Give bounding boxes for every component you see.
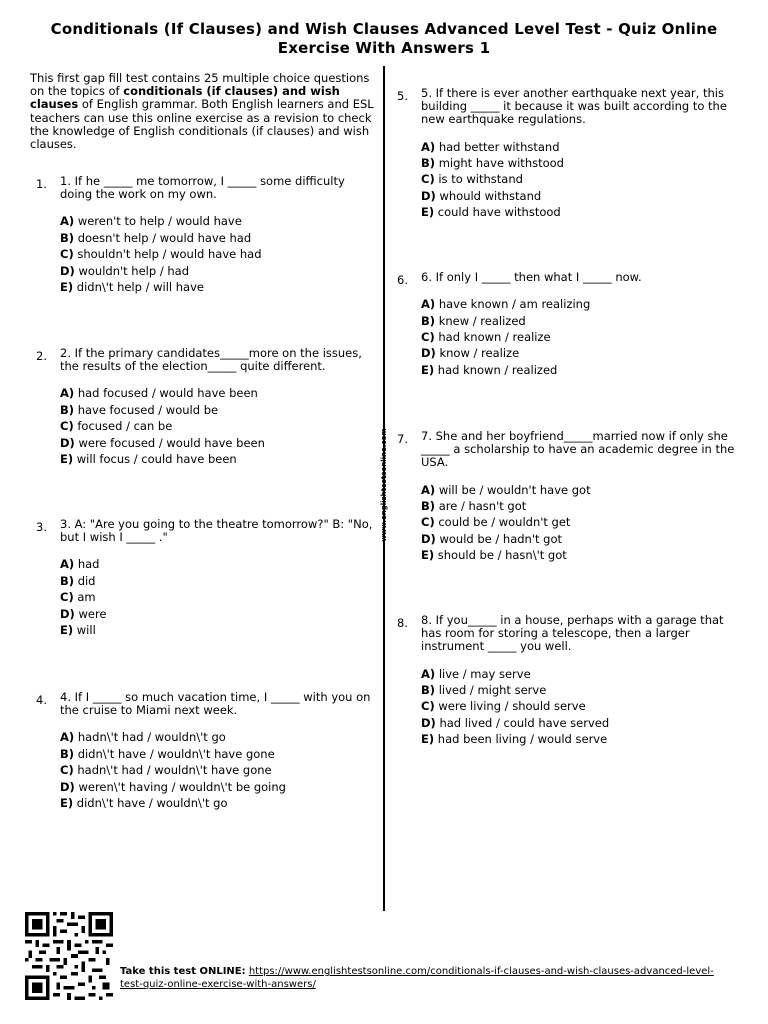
- options-list: [421, 666, 736, 748]
- question-number: 4.: [36, 693, 47, 707]
- qr-code: [25, 912, 113, 1000]
- question-stem: 5. If there is ever another earthquake next year, this building _____ it because it was built according to the new earthquake regulations.: [421, 86, 727, 127]
- option-a[interactable]: A) will be / wouldn't have got: [421, 482, 591, 497]
- test-link[interactable]: https://www.englishtestsonline.com/conditionals-if-clauses-and-wish-clauses-advanced-level-test-quiz-online-exercise-with-answers/: [120, 966, 714, 990]
- option-a[interactable]: A) live / may serve: [421, 666, 531, 681]
- option-a[interactable]: A) had focused / would have been: [60, 386, 258, 401]
- option-d[interactable]: D) were focused / would have been: [60, 435, 265, 450]
- page-title: Conditionals (If Clauses) and Wish Clauses Advanced Level Test - Quiz Online Exercise With Answers 1: [50, 20, 718, 57]
- option-d[interactable]: D) had lived / could have served: [421, 715, 610, 730]
- option-d[interactable]: D) whould withstand: [421, 188, 542, 203]
- option-c[interactable]: C) am: [60, 590, 96, 605]
- option-e[interactable]: E) should be / hasn\'t got: [421, 548, 567, 563]
- question-stem: 3. A: "Are you going to the theatre tomorrow?" B: "No, but I wish I _____ .": [60, 517, 373, 545]
- question-number: 1.: [36, 177, 47, 191]
- option-c[interactable]: C) shouldn't help / would have had: [60, 247, 262, 262]
- option-c[interactable]: C) hadn\'t had / wouldn\'t have gone: [60, 763, 272, 778]
- question-stem: 1. If he _____ me tomorrow, I _____ some difficulty doing the work on my own.: [60, 174, 345, 202]
- option-d[interactable]: D) weren\'t having / wouldn\'t be going: [60, 779, 286, 794]
- options-list: [60, 385, 375, 467]
- options-list: [421, 296, 736, 378]
- question-2: [36, 346, 375, 467]
- question-stem: 2. If the primary candidates_____more on the issues, the results of the election_____ quite different.: [60, 346, 362, 374]
- option-a[interactable]: A) had better withstand: [421, 139, 560, 154]
- options-list: [60, 556, 375, 638]
- intro-text-1: This first gap fill test contains 25 multiple choice questions on the topics of: [30, 71, 370, 99]
- option-e[interactable]: E) will focus / could have been: [60, 451, 237, 466]
- footer-label: Take this test ONLINE:: [120, 966, 246, 977]
- option-b[interactable]: B) doesn't help / would have had: [60, 230, 252, 245]
- option-e[interactable]: E) will: [60, 622, 96, 637]
- option-b[interactable]: B) are / hasn't got: [421, 499, 527, 513]
- options-list: [421, 139, 736, 221]
- question-5: [397, 86, 736, 221]
- question-8: [397, 613, 736, 748]
- question-6: [397, 270, 736, 378]
- question-number: 8.: [397, 616, 408, 630]
- question-1: [36, 174, 375, 295]
- footer: [120, 965, 720, 991]
- option-b[interactable]: B) might have withstood: [421, 156, 564, 170]
- option-a[interactable]: A) weren't to help / would have: [60, 214, 242, 229]
- question-stem: 4. If I _____ so much vacation time, I _____ with you on the cruise to Miami next week.: [60, 690, 371, 718]
- question-stem: 6. If only I _____ then what I _____ now.: [421, 270, 642, 284]
- option-c[interactable]: C) is to withstand: [421, 172, 523, 187]
- option-a[interactable]: A) have known / am realizing: [421, 297, 591, 312]
- question-stem: 7. She and her boyfriend_____married now if only she _____ a scholarship to have an academic degree in the USA.: [421, 429, 735, 470]
- option-e[interactable]: E) didn\'t help / will have: [60, 279, 204, 294]
- question-number: 5.: [397, 89, 408, 103]
- options-list: [421, 482, 736, 564]
- option-b[interactable]: B) lived / might serve: [421, 683, 547, 697]
- question-7: [397, 429, 736, 564]
- question-number: 7.: [397, 432, 408, 446]
- option-c[interactable]: C) focused / can be: [60, 419, 173, 434]
- option-e[interactable]: E) didn\'t have / wouldn\'t go: [60, 795, 228, 810]
- option-d[interactable]: D) were: [60, 606, 107, 621]
- vertical-site-url: www.englishtestsonline.com: [380, 428, 388, 542]
- option-d[interactable]: D) know / realize: [421, 346, 520, 361]
- option-c[interactable]: C) were living / should serve: [421, 699, 586, 714]
- option-d[interactable]: D) wouldn't help / had: [60, 263, 189, 278]
- option-a[interactable]: A) had: [60, 557, 100, 572]
- question-4: [36, 690, 375, 811]
- option-b[interactable]: B) knew / realized: [421, 313, 526, 328]
- option-b[interactable]: B) have focused / would be: [60, 402, 219, 417]
- options-list: [60, 729, 375, 811]
- option-c[interactable]: C) could be / wouldn't get: [421, 515, 571, 530]
- question-stem: 8. If you_____ in a house, perhaps with a garage that has room for storing a telescope, then a larger instrument _____ you well.: [421, 613, 724, 654]
- option-e[interactable]: E) had been living / would serve: [421, 732, 608, 747]
- option-c[interactable]: C) had known / realize: [421, 329, 551, 344]
- option-e[interactable]: E) had known / realized: [421, 362, 558, 377]
- option-d[interactable]: D) would be / hadn't got: [421, 531, 563, 546]
- question-number: 6.: [397, 273, 408, 287]
- option-e[interactable]: E) could have withstood: [421, 205, 561, 220]
- intro-topic-bold: conditionals (if clauses) and wish clauses: [30, 84, 340, 112]
- question-number: 3.: [36, 520, 47, 534]
- intro-text-2: of English grammar. Both English learners and ESL teachers can use this online exercise as a revision to check the knowledge of English conditionals (if clauses) and wish clauses.: [30, 97, 374, 152]
- option-b[interactable]: B) did: [60, 573, 96, 588]
- options-list: [60, 213, 375, 295]
- question-3: [36, 517, 375, 638]
- intro-paragraph: [30, 72, 375, 151]
- option-a[interactable]: A) hadn\'t had / wouldn\'t go: [60, 730, 226, 745]
- option-b[interactable]: B) didn\'t have / wouldn\'t have gone: [60, 746, 275, 761]
- question-number: 2.: [36, 349, 47, 363]
